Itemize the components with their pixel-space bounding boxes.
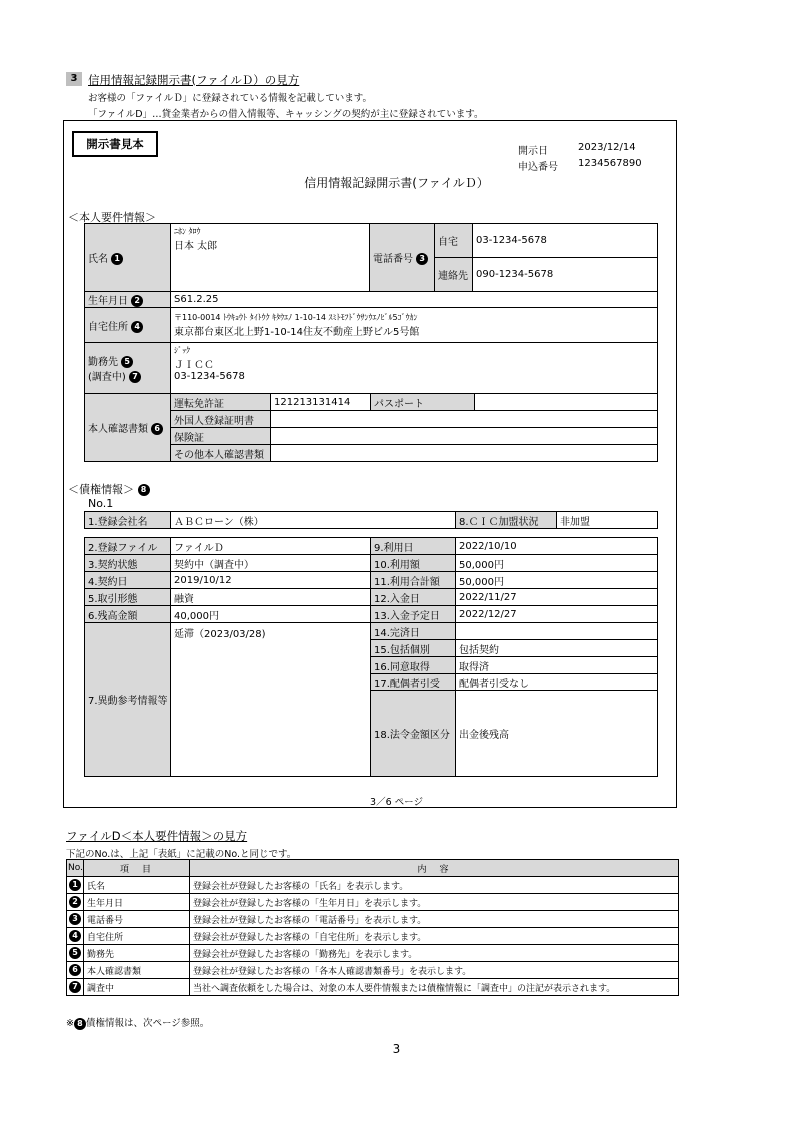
company-value: ＡＢＣローン（株） xyxy=(171,512,456,529)
personal-name-phone-table xyxy=(84,223,658,292)
dob-label: 生年月日 xyxy=(88,296,128,307)
credit-left-label: 4.契約日 xyxy=(85,572,171,589)
workplace-label: 勤務先 xyxy=(88,357,118,368)
explanation-row-no-cell xyxy=(67,928,84,945)
workplace-name: ＪＩＣＣ xyxy=(174,360,214,371)
id-doc-insurance-label: 保険証 xyxy=(171,428,271,445)
explanation-row-no-cell xyxy=(67,945,84,962)
explanation-row-item: 自宅住所 xyxy=(84,928,190,945)
credit-left-label: 6.残高金額 xyxy=(85,606,171,623)
footnote-text: 債権情報は、次ページ参照。 xyxy=(85,1018,210,1029)
name-kana: ﾆﾎﾝ ﾀﾛｳ xyxy=(174,227,201,236)
credit-group-label xyxy=(68,481,150,497)
workplace-phone: 03-1234-5678 xyxy=(174,371,245,382)
credit-right-value: 50,000円 xyxy=(456,555,658,572)
page-number: 3 xyxy=(392,1042,401,1056)
marker-7: 7 xyxy=(129,371,141,383)
application-number-value: 1234567890 xyxy=(578,158,642,169)
section-number: 3 xyxy=(66,72,82,86)
credit-right-label: 15.包括個別 xyxy=(371,640,456,657)
sample-page-info: 3／6 ページ xyxy=(370,797,423,808)
explanation-row-content: 当社へ調査依頼をした場合は、対象の本人要件情報または債権情報に「調査中」の注記が表示されます。 xyxy=(190,979,679,996)
credit-right-label: 16.同意取得 xyxy=(371,657,456,674)
credit-right-value: 包括契約 xyxy=(456,640,658,657)
marker-2: 2 xyxy=(131,295,143,307)
contact-phone-label: 連絡先 xyxy=(435,258,473,292)
company-label: 1.登録会社名 xyxy=(85,512,171,529)
credit-right-label: 9.利用日 xyxy=(371,538,456,555)
address-label-cell xyxy=(85,308,171,343)
explanation-row-no-cell xyxy=(67,894,84,911)
credit-right-value xyxy=(456,623,658,640)
explanation-row-item: 本人確認書類 xyxy=(84,962,190,979)
explanation-note: 下記のNo.は、上記「表紙」に記載のNo.と同じです。 xyxy=(66,849,297,860)
name-value: 日本 太郎 xyxy=(174,241,218,252)
credit-right-value: 配偶者引受なし xyxy=(456,674,658,691)
marker-8: 8 xyxy=(138,484,150,496)
explanation-row-item: 氏名 xyxy=(84,877,190,894)
id-doc-insurance-value xyxy=(271,428,658,445)
credit-left-value: 2019/10/12 xyxy=(171,572,371,589)
id-docs-label: 本人確認書類 xyxy=(88,424,148,435)
document-title: 信用情報記録開示書(ファイルＤ） xyxy=(304,176,489,190)
address-kana: 〒110-0014 ﾄｳｷｮｳﾄ ﾀｲﾄｳｸ ｷﾀｳｴﾉ 1-10-14 ｽﾐﾄﾓﾌﾄﾞｳｻﾝｳｴﾉﾋﾞﾙ5ｺﾞｳｶﾝ xyxy=(174,313,418,322)
id-doc-foreigner-value xyxy=(271,411,658,428)
workplace-kana: ｼﾞｯｸ xyxy=(174,346,190,355)
explanation-row-no-cell xyxy=(67,911,84,928)
explanation-row-content: 登録会社が登録したお客様の「自宅住所」を表示します。 xyxy=(190,928,679,945)
explanation-header-item: 項 目 xyxy=(84,860,190,877)
credit-right-label: 14.完済日 xyxy=(371,623,456,640)
credit-left-label: 3.契約状態 xyxy=(85,555,171,572)
explanation-row-content: 登録会社が登録したお客様の「生年月日」を表示します。 xyxy=(190,894,679,911)
credit-right-value: 出金後残高 xyxy=(456,691,658,777)
id-doc-foreigner-label: 外国人登録証明書 xyxy=(171,411,271,428)
explanation-row-item: 電話番号 xyxy=(84,911,190,928)
explanation-header-content: 内 容 xyxy=(190,860,679,877)
explanation-title: ファイルD＜本人要件情報＞の見方 xyxy=(66,829,248,843)
name-label-cell xyxy=(85,224,171,292)
credit-right-label: 12.入金日 xyxy=(371,589,456,606)
workplace-sub-label: (調査中) xyxy=(88,372,126,383)
address-cell xyxy=(171,308,658,343)
disclosure-date-label: 開示日 xyxy=(518,146,548,157)
footnote-prefix: ※ xyxy=(66,1018,74,1029)
id-doc-other-value xyxy=(271,445,658,462)
phone-label-cell xyxy=(370,224,435,292)
id-doc-license-value: 121213131414 xyxy=(271,394,371,411)
explanation-row-marker: 7 xyxy=(69,981,81,993)
explanation-table xyxy=(66,859,679,996)
home-phone-label: 自宅 xyxy=(435,224,473,258)
credit-ref-value: 延滞（2023/03/28) xyxy=(171,623,371,777)
sample-label: 開示書見本 xyxy=(72,131,158,157)
credit-right-value: 2022/11/27 xyxy=(456,589,658,606)
explanation-row-content: 登録会社が登録したお客様の「勤務先」を表示します。 xyxy=(190,945,679,962)
credit-right-label: 10.利用額 xyxy=(371,555,456,572)
cic-label: 8.ＣＩＣ加盟状況 xyxy=(456,512,557,529)
explanation-row-marker: 4 xyxy=(69,930,81,942)
credit-right-label: 11.利用合計額 xyxy=(371,572,456,589)
name-cell xyxy=(171,224,370,292)
marker-4: 4 xyxy=(131,321,143,333)
workplace-cell xyxy=(171,343,658,394)
credit-right-label: 18.法令金額区分 xyxy=(371,691,456,777)
personal-detail-table xyxy=(84,291,658,394)
marker-1: 1 xyxy=(111,253,123,265)
home-phone-value: 03-1234-5678 xyxy=(473,224,658,258)
disclosure-date-value: 2023/12/14 xyxy=(578,142,636,153)
credit-detail-table xyxy=(84,537,658,777)
credit-right-label: 17.配偶者引受 xyxy=(371,674,456,691)
id-docs-label-cell xyxy=(85,394,171,462)
credit-left-label: 2.登録ファイル xyxy=(85,538,171,555)
address-label: 自宅住所 xyxy=(88,321,128,333)
explanation-row-no-cell xyxy=(67,877,84,894)
footnote-marker: 8 xyxy=(74,1018,86,1030)
address-value: 東京都台東区北上野1-10-14住友不動産上野ビル5号館 xyxy=(174,327,420,338)
id-documents-table xyxy=(84,393,658,462)
personal-group-label: ＜本人要件情報＞ xyxy=(68,211,156,224)
section-title: 信用情報記録開示書(ファイルＤ）の見方 xyxy=(88,73,300,87)
dob-label-cell xyxy=(85,292,171,308)
credit-number: No.1 xyxy=(88,497,114,510)
marker-3: 3 xyxy=(416,253,428,265)
explanation-footnote xyxy=(66,1015,209,1030)
explanation-row-item: 勤務先 xyxy=(84,945,190,962)
id-doc-other-label: その他本人確認書類 xyxy=(171,445,271,462)
credit-left-value: 契約中（調査中） xyxy=(171,555,371,572)
id-doc-passport-label: パスポート xyxy=(371,394,475,411)
explanation-row-marker: 3 xyxy=(69,913,81,925)
id-doc-passport-value xyxy=(475,394,658,411)
explanation-header-no: No. xyxy=(67,860,84,877)
dob-value: S61.2.25 xyxy=(171,292,658,308)
intro-line-2: 「ファイルD」…貸金業者からの借入情報等、キャッシングの契約が主に登録されています。 xyxy=(88,109,484,120)
explanation-row-marker: 5 xyxy=(69,947,81,959)
explanation-row-marker: 6 xyxy=(69,964,81,976)
credit-right-value: 2022/10/10 xyxy=(456,538,658,555)
credit-right-value: 50,000円 xyxy=(456,572,658,589)
id-doc-license-label: 運転免許証 xyxy=(171,394,271,411)
explanation-row-no-cell xyxy=(67,979,84,996)
explanation-row-content: 登録会社が登録したお客様の「電話番号」を表示します。 xyxy=(190,911,679,928)
name-label: 氏名 xyxy=(88,254,108,265)
explanation-row-item: 調査中 xyxy=(84,979,190,996)
explanation-row-content: 登録会社が登録したお客様の「各本人確認書類番号」を表示します。 xyxy=(190,962,679,979)
workplace-label-cell xyxy=(85,343,171,394)
credit-left-label: 5.取引形態 xyxy=(85,589,171,606)
marker-6: 6 xyxy=(151,423,163,435)
credit-left-value: 融資 xyxy=(171,589,371,606)
credit-group-text: ＜債権情報＞ xyxy=(68,483,134,496)
credit-ref-label: 7.異動参考情報等 xyxy=(85,623,171,777)
explanation-row-no-cell xyxy=(67,962,84,979)
explanation-row-content: 登録会社が登録したお客様の「氏名」を表示します。 xyxy=(190,877,679,894)
credit-left-value: ファイルＤ xyxy=(171,538,371,555)
credit-right-value: 取得済 xyxy=(456,657,658,674)
credit-left-value: 40,000円 xyxy=(171,606,371,623)
phone-label: 電話番号 xyxy=(373,254,413,265)
explanation-row-marker: 2 xyxy=(69,896,81,908)
explanation-row-item: 生年月日 xyxy=(84,894,190,911)
credit-right-label: 13.入金予定日 xyxy=(371,606,456,623)
intro-line-1: お客様の「ファイルＤ」に登録されている情報を記載しています。 xyxy=(88,93,373,104)
credit-company-table xyxy=(84,511,658,529)
cic-value: 非加盟 xyxy=(557,512,658,529)
credit-right-value: 2022/12/27 xyxy=(456,606,658,623)
application-number-label: 申込番号 xyxy=(518,162,558,173)
explanation-row-marker: 1 xyxy=(69,879,81,891)
contact-phone-value: 090-1234-5678 xyxy=(473,258,658,292)
marker-5: 5 xyxy=(121,356,133,368)
